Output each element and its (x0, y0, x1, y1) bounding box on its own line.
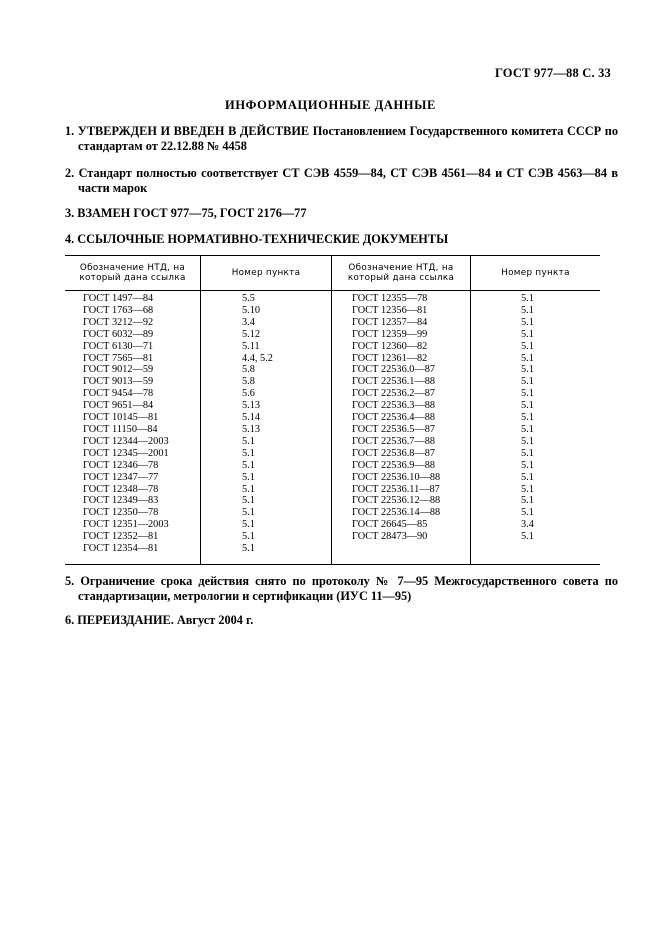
table-divider (200, 256, 201, 564)
header-num-left: Номер пункта (231, 268, 301, 278)
right-clause-column: 5.1 5.1 5.1 5.1 5.1 5.1 5.1 5.1 5.1 5.1 5.1 5.1 5.1 5.1 5.1 5.1 5.1 5.1 5.1 3.4 5.1 (521, 293, 534, 543)
info-item-4: 4. ССЫЛОЧНЫЕ НОРМАТИВНО-ТЕХНИЧЕСКИЕ ДОКУМЕНТЫ (65, 232, 449, 246)
info-item-2: 2. Стандарт полностью соответствует СТ СЭВ 4559—84, СТ СЭВ 4561—84 и СТ СЭВ 4563—84 в части марок (65, 166, 618, 195)
header-num-right: Номер пункта (501, 268, 570, 278)
table-divider (470, 256, 471, 564)
left-doc-column: ГОСТ 1497—84 ГОСТ 1763—68 ГОСТ 3212—92 ГОСТ 6032—89 ГОСТ 6130—71 ГОСТ 7565—81 ГОСТ 9012—59 ГОСТ 9013—59 ГОСТ 9454—78 ГОСТ 9651—84 ГОСТ 10145—81 ГОСТ 11150—84 ГОСТ 12344—2003 ГОСТ 12345—2001 ГОСТ 12346—78 ГОСТ 12347—77 ГОСТ 12348—78 ГОСТ 12349—83 ГОСТ 12350—78 ГОСТ 12351—2003 ГОСТ 12352—81 ГОСТ 12354—81 (83, 293, 169, 555)
header-doc-right: Обозначение НТД, на который дана ссылка (347, 263, 455, 283)
header-doc-left: Обозначение НТД, на который дана ссылка (79, 263, 186, 283)
info-item-6: 6. ПЕРЕИЗДАНИЕ. Август 2004 г. (65, 613, 254, 627)
info-item-1: 1. УТВЕРЖДЕН И ВВЕДЕН В ДЕЙСТВИЕ Постановлением Государственного комитета СССР по стандартам от 22.12.88 № 4458 (65, 124, 618, 153)
table-header-divider (65, 290, 600, 291)
left-clause-column: 5.5 5.10 3.4 5.12 5.11 4.4, 5.2 5.8 5.8 5.6 5.13 5.14 5.13 5.1 5.1 5.1 5.1 5.1 5.1 5.1 5.1 5.1 5.1 (242, 293, 273, 555)
info-item-3: 3. ВЗАМЕН ГОСТ 977—75, ГОСТ 2176—77 (65, 206, 307, 220)
table-divider (331, 256, 332, 564)
page-header: ГОСТ 977—88 С. 33 (494, 66, 611, 80)
right-doc-column: ГОСТ 12355—78 ГОСТ 12356—81 ГОСТ 12357—84 ГОСТ 12359—99 ГОСТ 12360—82 ГОСТ 12361—82 ГОСТ 22536.0—87 ГОСТ 22536.1—88 ГОСТ 22536.2—87 ГОСТ 22536.3—88 ГОСТ 22536.4—88 ГОСТ 22536.5—87 ГОСТ 22536.7—88 ГОСТ 22536.8—87 ГОСТ 22536.9—88 ГОСТ 22536.10—88 ГОСТ 22536.11—87 ГОСТ 22536.12—88 ГОСТ 22536.14—88 ГОСТ 26645—85 ГОСТ 28473—90 (352, 293, 441, 543)
info-item-5: 5. Ограничение срока действия снято по протоколу № 7—95 Межгосударственного совета по стандартизации, метрологии и сертификации (ИУС 11—95) (65, 574, 618, 603)
reference-table (65, 255, 600, 565)
page-title: ИНФОРМАЦИОННЫЕ ДАННЫЕ (225, 98, 436, 112)
